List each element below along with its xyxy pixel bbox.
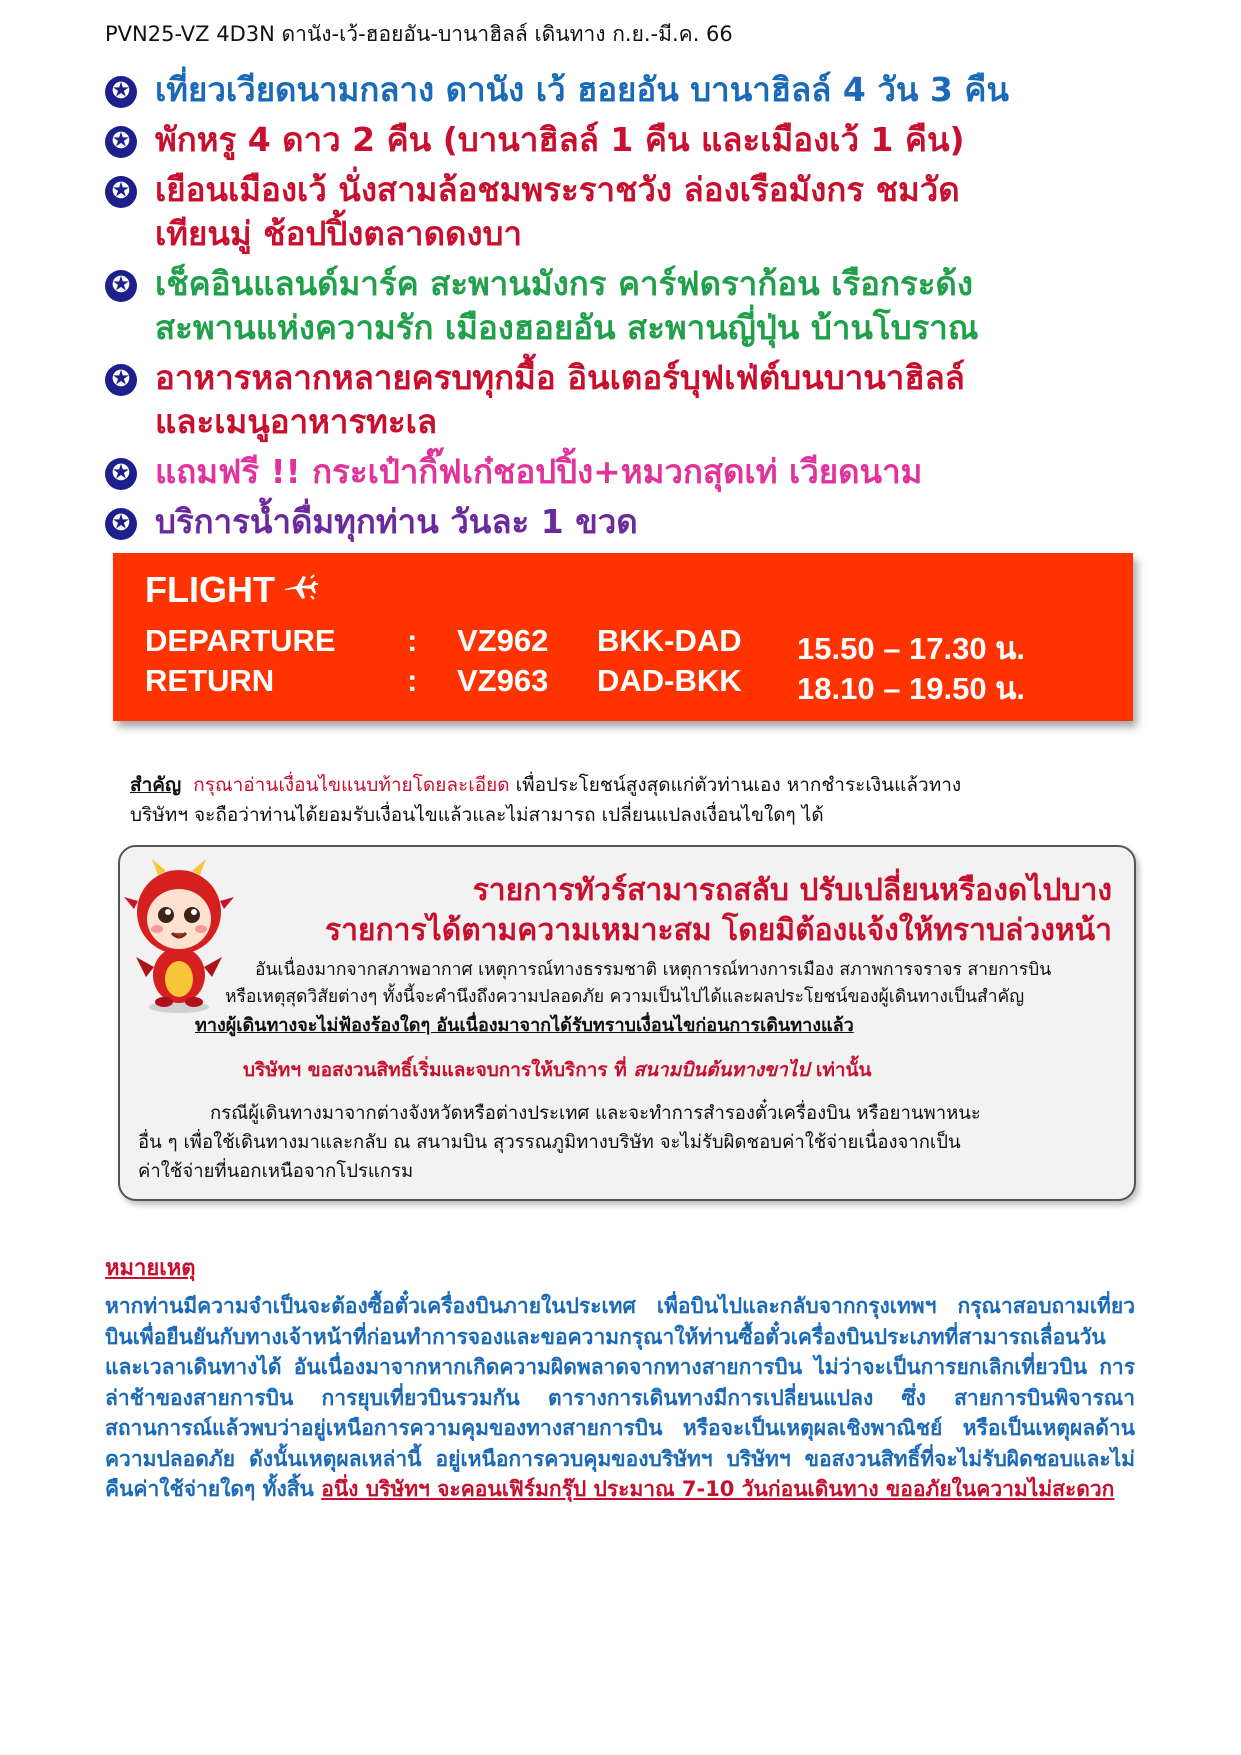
flight-title: FLIGHT bbox=[145, 569, 319, 611]
highlight-item bbox=[105, 500, 1225, 544]
highlight-item bbox=[105, 262, 1225, 350]
airplane-icon bbox=[281, 569, 319, 611]
star-icon: ✪ bbox=[105, 364, 137, 396]
notice-title-line1: รายการทัวร์สามารถสลับ ปรับเปลี่ยนหรืองดไปบาง bbox=[472, 873, 1112, 908]
remark-section bbox=[105, 1250, 1135, 1505]
remark-title: หมายเหตุ bbox=[105, 1256, 196, 1281]
star-icon: ✪ bbox=[105, 508, 137, 540]
highlight-text: บริการน้ำดื่มทุกท่าน วันละ 1 ขวด bbox=[155, 502, 638, 541]
important-label: สำคัญ bbox=[130, 774, 182, 796]
highlight-item bbox=[105, 168, 1225, 256]
star-icon: ✪ bbox=[105, 126, 137, 158]
star-icon: ✪ bbox=[105, 76, 137, 108]
page-header: PVN25-VZ 4D3N ดานัง-เว้-ฮอยอัน-บานาฮิลล์ เดินทาง ก.ย.-มี.ค. 66 bbox=[105, 22, 733, 46]
important-red-text: กรุณาอ่านเงื่อนไขแนบท้ายโดยละเอียด bbox=[193, 774, 510, 796]
highlight-item bbox=[105, 450, 1225, 494]
highlight-item bbox=[105, 68, 1225, 112]
notice-title-line2: รายการได้ตามความเหมาะสม โดยมิต้องแจ้งให้ทราบล่วงหน้า bbox=[324, 913, 1112, 948]
highlight-text: แถมฟรี !! กระเป๋ากิ๊ฟเก๋ชอปปิ้ง+หมวกสุดเท่ เวียดนาม bbox=[155, 452, 923, 491]
notice-box bbox=[118, 845, 1136, 1201]
highlight-text: พักหรู 4 ดาว 2 คืน (บานาฮิลล์ 1 คืน และเมืองเว้ 1 คืน) bbox=[155, 120, 965, 159]
highlight-text: เที่ยวเวียดนามกลาง ดานัง เว้ ฮอยอัน บานาฮิลล์ 4 วัน 3 คืน bbox=[155, 70, 1009, 109]
highlight-text: เยือนเมืองเว้ นั่งสามล้อชมพระราชวัง ล่องเรือมังกร ชมวัด เทียนมู่ ช้อปปิ้งตลาดดงบา bbox=[155, 170, 960, 253]
notice-underline-text: ทางผู้เดินทางจะไม่ฟ้องร้องใดๆ อันเนื่องมาจากได้รับทราบเงื่อนไขก่อนการเดินทางแล้ว bbox=[195, 1015, 854, 1036]
notice-paragraph: กรณีผู้เดินทางมาจากต่างจังหวัดหรือต่างประเทศ และจะทำการสำรองตั๋วเครื่องบิน หรือยานพาหนะ อื่น ๆ เพื่อใช้เดินทางมาและกลับ ณ สนามบิน สุวรรณภูมิทางบริษัท จะไม่รับผิดชอบค่าใช้จ่ายเนื่องจากเป็น ค่าใช้จ่ายที่นอกเหนือจากโปรแกรม bbox=[138, 1103, 981, 1182]
star-icon: ✪ bbox=[105, 270, 137, 302]
highlight-item bbox=[105, 356, 1225, 444]
highlight-text: อาหารหลากหลายครบทุกมื้อ อินเตอร์บุฟเฟ่ต์บนบานาฮิลล์ และเมนูอาหารทะเล bbox=[155, 358, 965, 441]
important-note: สำคัญ กรุณาอ่านเงื่อนไขแนบท้ายโดยละเอียด เพื่อประโยชน์สูงสุดแก่ตัวท่านเอง หากชำระเงินแล้วทาง บริษัทฯ จะถือว่าท่านได้ยอมรับเงื่อนไขแล้วและไม่สามารถ เปลี่ยนแปลงเงื่อนไขใดๆ ได้ bbox=[130, 770, 1130, 830]
mascot-image bbox=[124, 857, 234, 1021]
star-icon: ✪ bbox=[105, 458, 137, 490]
highlights-list bbox=[105, 68, 1225, 550]
remark-red-note: อนึ่ง บริษัทฯ จะคอนเฟิร์มกรุ๊ป ประมาณ 7-10 วันก่อนเดินทาง ขออภัยในความไม่สะดวก bbox=[321, 1477, 1115, 1501]
notice-company-text: บริษัทฯ ขอสงวนสิทธิ์เริ่มและจบการให้บริการ ที่ สนามบินต้นทางขาไป เท่านั้น bbox=[243, 1059, 872, 1081]
highlight-text: เช็คอินแลนด์มาร์ค สะพานมังกร คาร์ฟดราก้อน เรือกระด้ง สะพานแห่งความรัก เมืองฮอยอัน สะพานญี่ปุ่น บ้านโบราณ bbox=[155, 264, 979, 347]
highlight-item bbox=[105, 118, 1225, 162]
star-icon: ✪ bbox=[105, 176, 137, 208]
important-line2: บริษัทฯ จะถือว่าท่านได้ยอมรับเงื่อนไขแล้วและไม่สามารถ เปลี่ยนแปลงเงื่อนไขใดๆ ได้ bbox=[130, 804, 824, 826]
remark-body: หากท่านมีความจำเป็นจะต้องซื้อตั๋วเครื่องบินภายในประเทศ เพื่อบินไปและกลับจากกรุงเทพฯ กรุณาสอบถามเที่ยวบินเพื่อยืนยันกับทางเจ้าหน้าที่ก่อนทำการจองและขอความกรุณาให้ท่านซื้อตั๋วเครื่องบินประเภทที่สามารถเลื่อนวันและเวลาเดินทางได้ อันเนื่องมาจากหากเกิดความผิดพลาดจากทางสายการบิน ไม่ว่าจะเป็นการยกเลิกเที่ยวบิน การล่าช้าของสายการบิน การยุบเที่ยวบินรวมกัน ตารางการเดินทางมีการเปลี่ยนแปลง ซึ่ง สายการบินพิจารณาสถานการณ์แล้วพบว่าอยู่เหนือการความคุมของทางสายการบิน หรือจะเป็นเหตุผลเชิงพาณิชย์ หรือเป็นเหตุผลด้านความปลอดภัย ดังนั้นเหตุผลเหล่านี้ อยู่เหนือการควบคุมของบริษัทฯ บริษัทฯ ขอสงวนสิทธิ์ที่จะไม่รับผิดชอบและไม่คืนค่าใช้จ่ายใดๆ ทั้งสิ้น อนึ่ง บริษัทฯ จะคอนเฟิร์มกรุ๊ป ประมาณ 7-10 วันก่อนเดินทาง ขออภัยในความไม่สะดวก bbox=[105, 1294, 1135, 1501]
notice-body: อันเนื่องมากจากสภาพอากาศ เหตุการณ์ทางธรรมชาติ เหตุการณ์ทางการเมือง สภาพการจราจร สายการบิน หรือเหตุสุดวิสัยต่างๆ ทั้งนี้จะคำนึงถึงความปลอดภัย ความเป็นไปได้และผลประโยชน์ของผู้เดินทางเป็นสำคัญ bbox=[225, 960, 1052, 1007]
flight-box: FLIGHT DEPARTURE : VZ962 BKK-DAD 15.50 – 17.30 น. RETURN : VZ963 DAD-BKK 18.10 – 19.50 น. bbox=[113, 553, 1133, 721]
